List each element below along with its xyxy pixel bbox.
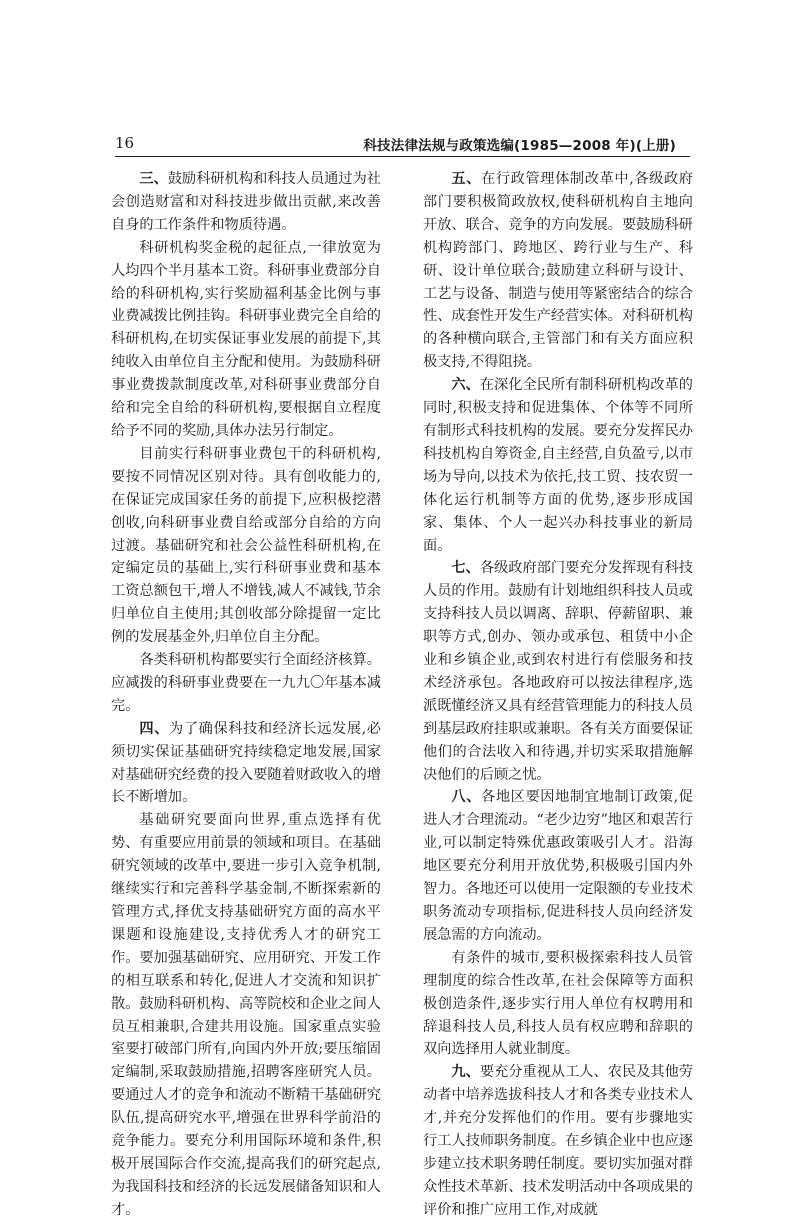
paragraph-text: 在行政管理体制改革中,各级政府部门要积极简政放权,使科研机构自主地向开放、联合、竞争的方向发展。要鼓励科研机构跨部门、跨地区、跨行业与生产、科研、设计单位联合;鼓励建立科研与设计、工艺与设备、制造与使用等紧密结合的综合性、成套性开发生产经营实体。对科研机构的各种横向联合,主管部门和有关方面应积极支持,不得阻挠。 xyxy=(423,171,693,371)
paragraph xyxy=(111,237,381,443)
paragraph xyxy=(423,947,693,1062)
paragraph-text: 基础研究要面向世界,重点选择有优势、有重要应用前景的领域和项目。在基础研究领域的改革中,要进一步引入竞争机制,继续实行和完善科学基金制,不断探索新的管理方式,择优支持基础研究方面的高水平课题和设施建设,支持优秀人才的研究工作。要加强基础研究、应用研究、开发工作的相互联系和转化,促进人才交流和知识扩散。鼓励科研机构、高等院校和企业之间人员互相兼职,合建共用设施。国家重点实验室要打破部门所有,向国内外开放;要压缩固定编制,采取鼓励措施,招聘客座研究人员。要通过人才的竞争和流动不断精干基础研究队伍,提高研究水平,增强在世界科学前沿的竞争能力。要充分利用国际环境和条件,积极开展国际合作交流,提高我们的研究起点,为我国科技和经济的长远发展储备知识和人才。 xyxy=(111,812,381,1218)
paragraph-text: 科研机构奖金税的起征点,一律放宽为人均四个半月基本工资。科研事业费部分自给的科研机构,实行奖励福利基金比例与事业费减拨比例挂钩。科研事业费完全自给的科研机构,在切实保证事业发展的前提下,其纯收入由单位自主分配和使用。为鼓励科研事业费拨款制度改革,对科研事业费部分自给和完全自给的科研机构,要根据自立程度给予不同的奖励,具体办法另行制定。 xyxy=(111,239,381,439)
paragraph xyxy=(111,718,381,810)
paragraph xyxy=(111,809,381,1221)
page-header xyxy=(115,130,690,157)
paragraph-text: 为了确保科技和经济长远发展,必须切实保证基础研究持续稳定地发展,国家对基础研究经费的投入要随着财政收入的增长不断增加。 xyxy=(111,720,381,806)
paragraph-text: 各类科研机构都要实行全面经济核算。应减拨的科研事业费要在一九九〇年基本减完。 xyxy=(111,652,381,714)
paragraph-text: 目前实行科研事业费包干的科研机构,要按不同情况区别对待。具有创收能力的,在保证完成国家任务的前提下,应积极挖潜创收,向科研事业费自给或部分自给的方向过渡。基础研究和社会公益性科研机构,在定编定员的基础上,实行科研事业费和基本工资总额包干,增人不增钱,减人不减钱,节余归单位自主使用;其创收部分除提留一定比例的发展基金外,归单位自主分配。 xyxy=(111,445,381,646)
paragraph xyxy=(423,786,693,946)
paragraph-text: 有条件的城市,要积极探索科技人员管理制度的综合性改革,在社会保障等方面积极创造条件,逐步实行用人单位有权聘用和辞退科技人员,科技人员有权应聘和辞职的双向选择用人就业制度。 xyxy=(423,949,693,1058)
paragraph xyxy=(111,443,381,649)
paragraph-text: 各地区要因地制宜地制订政策,促进人才合理流动。“老少边穷”地区和艰苦行业,可以制定特殊优惠政策吸引人才。沿海地区要充分利用开放优势,积极吸引国内外智力。各地还可以使用一定限额的专业技术职务流动专项指标,促进科技人员向经济发展急需的方向流动。 xyxy=(423,789,693,943)
paragraph xyxy=(423,557,693,786)
paragraph-text: 要充分重视从工人、农民及其他劳动者中培养选拔科技人才和各类专业技术人才,并充分发挥他们的作用。要有步骤地实行工人技师职务制度。在乡镇企业中也应逐步建立技术职务聘任制度。要切实加强对群众性技术革新、技术发明活动中各项成果的评价和推广应用工作,对成就 xyxy=(423,1064,693,1218)
section-lead: 四、 xyxy=(139,720,170,737)
paragraph xyxy=(111,649,381,718)
paragraph-text: 各级政府部门要充分发挥现有科技人员的作用。鼓励有计划地组织科技人员或支持科技人员以调离、辞职、停薪留职、兼职等方式,创办、领办或承包、租赁中小企业和乡镇企业,或到农村进行有偿服务和技术经济承包。各地政府可以按法律程序,选派既懂经济又具有经营管理能力的科技人员到基层政府挂职或兼职。各有关方面要保证他们的合法收入和待遇,并切实采取措施解决他们的后顾之忧。 xyxy=(423,560,693,783)
page-number: 16 xyxy=(115,134,135,152)
running-title: 科技法律法规与政策选编(1985—2008 年)(上册) xyxy=(363,138,676,154)
section-lead: 八、 xyxy=(451,789,482,806)
paragraph xyxy=(111,168,381,237)
paragraph xyxy=(423,1061,693,1221)
section-lead: 七、 xyxy=(451,560,480,577)
left-column xyxy=(111,168,381,1222)
paragraph xyxy=(423,374,693,557)
paragraph xyxy=(423,168,693,374)
section-lead: 九、 xyxy=(451,1064,480,1081)
section-lead: 六、 xyxy=(451,377,480,394)
section-lead: 三、 xyxy=(139,171,168,187)
right-column xyxy=(423,168,693,1222)
paragraph-text: 鼓励科研机构和科技人员通过为社会创造财富和对科技进步做出贡献,来改善自身的工作条件和物质待遇。 xyxy=(111,171,381,233)
section-lead: 五、 xyxy=(451,171,482,187)
paragraph-text: 在深化全民所有制科研机构改革的同时,积极支持和促进集体、个体等不同所有制形式科技机构的发展。要充分发挥民办科技机构自筹资金,自主经营,自负盈亏,以市场为导向,以技术为依托,技工贸、技农贸一体化运行机制等方面的优势,逐步形成国家、集体、个人一起兴办科技事业的新局面。 xyxy=(423,377,693,554)
